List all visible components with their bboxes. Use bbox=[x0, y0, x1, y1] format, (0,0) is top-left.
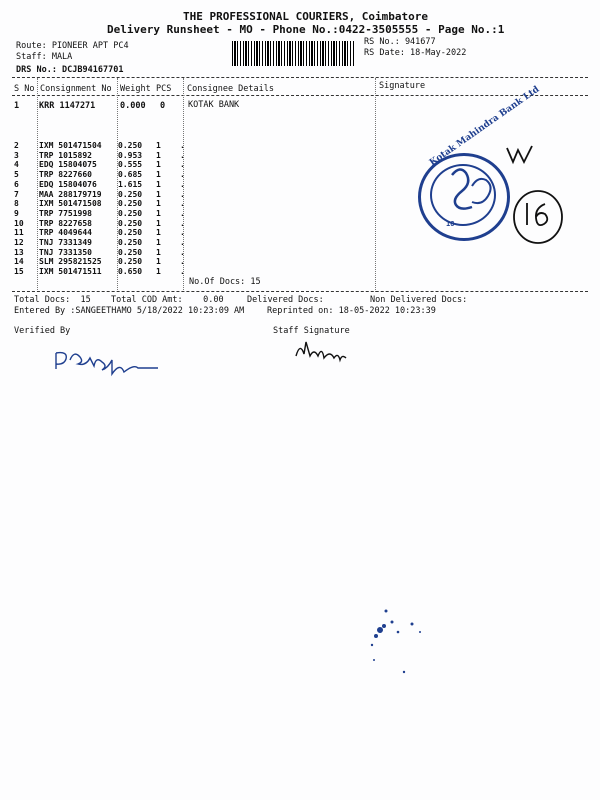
circled-number-stroke bbox=[536, 204, 547, 225]
row-pcs: 1 bbox=[156, 238, 161, 248]
row-pcs: 1 bbox=[156, 179, 161, 189]
row-consignment: TRP 8227660 bbox=[39, 170, 92, 180]
total-cod: Total COD Amt: 0.00 bbox=[111, 295, 224, 305]
ink-speck bbox=[382, 624, 386, 628]
docs-count: No.Of Docs: 15 bbox=[189, 277, 261, 287]
row-consignment: EDQ 15804076 bbox=[39, 179, 97, 189]
row-sno: 14 bbox=[14, 257, 24, 267]
row-pcs: 1 bbox=[156, 150, 161, 160]
drs-number: DRS No.: DCJB94167701 bbox=[16, 65, 124, 75]
delivered-docs: Delivered Docs: bbox=[247, 295, 324, 305]
col-header-signature: Signature bbox=[379, 81, 426, 91]
row-dot: . bbox=[180, 257, 185, 267]
row-sno: 15 bbox=[14, 267, 24, 277]
company-title: THE PROFESSIONAL COURIERS, Coimbatore bbox=[183, 10, 429, 23]
row-consignment: TRP 7751998 bbox=[39, 208, 92, 218]
ink-speck bbox=[419, 631, 421, 633]
ink-speck bbox=[391, 621, 394, 624]
verified-by-label: Verified By bbox=[14, 326, 71, 336]
reprinted-on: Reprinted on: 18-05-2022 10:23:39 bbox=[267, 306, 436, 316]
row-dot: . bbox=[180, 238, 185, 248]
row-sno: 12 bbox=[14, 238, 24, 248]
row-pcs: 1 bbox=[156, 267, 161, 277]
route-label: Route: PIONEER APT PC4 bbox=[16, 41, 129, 51]
staff-signature-label: Staff Signature bbox=[273, 326, 350, 336]
row-weight: 0.250 bbox=[118, 218, 143, 228]
row-consignment: TNJ 7331350 bbox=[39, 247, 92, 257]
ink-speck bbox=[377, 627, 383, 633]
row-pcs: 1 bbox=[156, 228, 161, 238]
row-1-consignment: KRR 1147271 bbox=[39, 101, 96, 111]
row-pcs: 1 bbox=[156, 257, 161, 267]
rs-date: RS Date: 18-May-2022 bbox=[364, 48, 467, 58]
ink-speck bbox=[411, 623, 414, 626]
row-sno: 11 bbox=[14, 228, 24, 238]
ink-speck bbox=[397, 631, 400, 634]
row-weight: 0.250 bbox=[118, 257, 143, 267]
staff-label: Staff: MALA bbox=[16, 52, 73, 62]
row-consignment: IXM 501471504 bbox=[39, 141, 102, 150]
rs-number: RS No.: 941677 bbox=[364, 37, 436, 47]
row-pcs: 1 bbox=[156, 208, 161, 218]
row-consignment: MAA 288179719 bbox=[39, 189, 102, 199]
row-pcs: 1 bbox=[156, 247, 161, 257]
row-weight: 0.685 bbox=[118, 170, 143, 180]
row-weight: 1.615 bbox=[118, 179, 143, 189]
row-consignment: IXM 501471508 bbox=[39, 199, 102, 209]
row-pcs: 1 bbox=[156, 189, 161, 199]
ink-speck bbox=[374, 634, 378, 638]
row-sno: 9 bbox=[14, 208, 19, 218]
row-weight: 0.650 bbox=[118, 267, 143, 277]
row-dot: . bbox=[180, 228, 185, 238]
tick-mark bbox=[507, 146, 532, 162]
ink-speck bbox=[371, 644, 373, 646]
bank-stamp-text: Kotak Mahindra Bank Ltd bbox=[428, 84, 542, 169]
ink-speck bbox=[385, 610, 388, 613]
row-1-consignee: KOTAK BANK bbox=[188, 100, 240, 110]
row-pcs: 1 bbox=[156, 199, 161, 209]
row-sno: 10 bbox=[14, 218, 24, 228]
row-consignment: TNJ 7331349 bbox=[39, 238, 92, 248]
row-dot: . bbox=[180, 208, 185, 218]
row-1-sno: 1 bbox=[14, 101, 20, 111]
row-weight: 0.555 bbox=[118, 160, 143, 170]
row-weight: 0.250 bbox=[118, 228, 143, 238]
row-sno: 3 bbox=[14, 150, 19, 160]
row-sno: 13 bbox=[14, 247, 24, 257]
col-header-consignee: Consignee Details bbox=[187, 84, 274, 94]
row-weight: 0.250 bbox=[118, 247, 143, 257]
row-dot: . bbox=[180, 189, 185, 199]
col-header-sno: S No bbox=[14, 84, 35, 94]
row-weight: 0.250 bbox=[118, 238, 143, 248]
row-weight: 0.953 bbox=[118, 150, 143, 160]
row-weight: 0.250 bbox=[118, 189, 143, 199]
row-pcs: 1 bbox=[156, 218, 161, 228]
row-dot: . bbox=[180, 179, 185, 189]
row-dot: . bbox=[180, 247, 185, 257]
row-weight: 0.250 bbox=[118, 141, 143, 150]
row-1-pcs: 0 bbox=[160, 101, 166, 111]
row-dot: . bbox=[180, 218, 185, 228]
row-consignment: TRP 1015892 bbox=[39, 150, 92, 160]
ink-speck bbox=[403, 671, 405, 673]
total-docs: Total Docs: 15 bbox=[14, 295, 91, 305]
verified-signature bbox=[56, 353, 158, 374]
row-weight: 0.250 bbox=[118, 208, 143, 218]
row-pcs: 1 bbox=[156, 170, 161, 180]
circled-number bbox=[514, 191, 562, 243]
row-weight: 0.250 bbox=[118, 199, 143, 209]
staff-signature bbox=[296, 342, 346, 360]
row-dot: . bbox=[180, 150, 185, 160]
non-delivered-docs: Non Delivered Docs: bbox=[370, 295, 468, 305]
col-header-consignment: Consignment No bbox=[40, 84, 112, 94]
row-sno: 2 bbox=[14, 141, 19, 150]
row-dot: . bbox=[180, 267, 185, 277]
bank-stamp-number: 18 bbox=[446, 220, 455, 228]
stamp-scribble bbox=[452, 169, 472, 208]
row-pcs: 1 bbox=[156, 160, 161, 170]
row-consignment: SLM 295821525 bbox=[39, 257, 102, 267]
row-consignment: TRP 8227658 bbox=[39, 218, 92, 228]
row-1-weight: 0.000 bbox=[120, 101, 146, 111]
row-consignment: TRP 4049644 bbox=[39, 228, 92, 238]
col-header-weight: Weight bbox=[120, 84, 151, 94]
col-header-pcs: PCS bbox=[156, 84, 172, 94]
ink-speck bbox=[373, 659, 375, 661]
row-pcs: 1 bbox=[156, 141, 161, 150]
row-dot: . bbox=[180, 160, 185, 170]
row-dot: . bbox=[180, 170, 185, 180]
entered-by: Entered By :SANGEETHAMO 5/18/2022 10:23:09 AM bbox=[14, 306, 245, 316]
row-consignment: IXM 501471511 bbox=[39, 267, 102, 277]
row-sno: 6 bbox=[14, 179, 19, 189]
runsheet-title: Delivery Runsheet - MO - Phone No.:0422-3505555 - Page No.:1 bbox=[107, 23, 505, 36]
row-dot: . bbox=[180, 141, 185, 150]
row-sno: 4 bbox=[14, 160, 19, 170]
row-sno: 5 bbox=[14, 170, 19, 180]
row-dot: . bbox=[180, 199, 185, 209]
stamp-scribble bbox=[472, 179, 491, 203]
row-sno: 7 bbox=[14, 189, 19, 199]
row-sno: 8 bbox=[14, 199, 19, 209]
row-consignment: EDQ 15804075 bbox=[39, 160, 97, 170]
